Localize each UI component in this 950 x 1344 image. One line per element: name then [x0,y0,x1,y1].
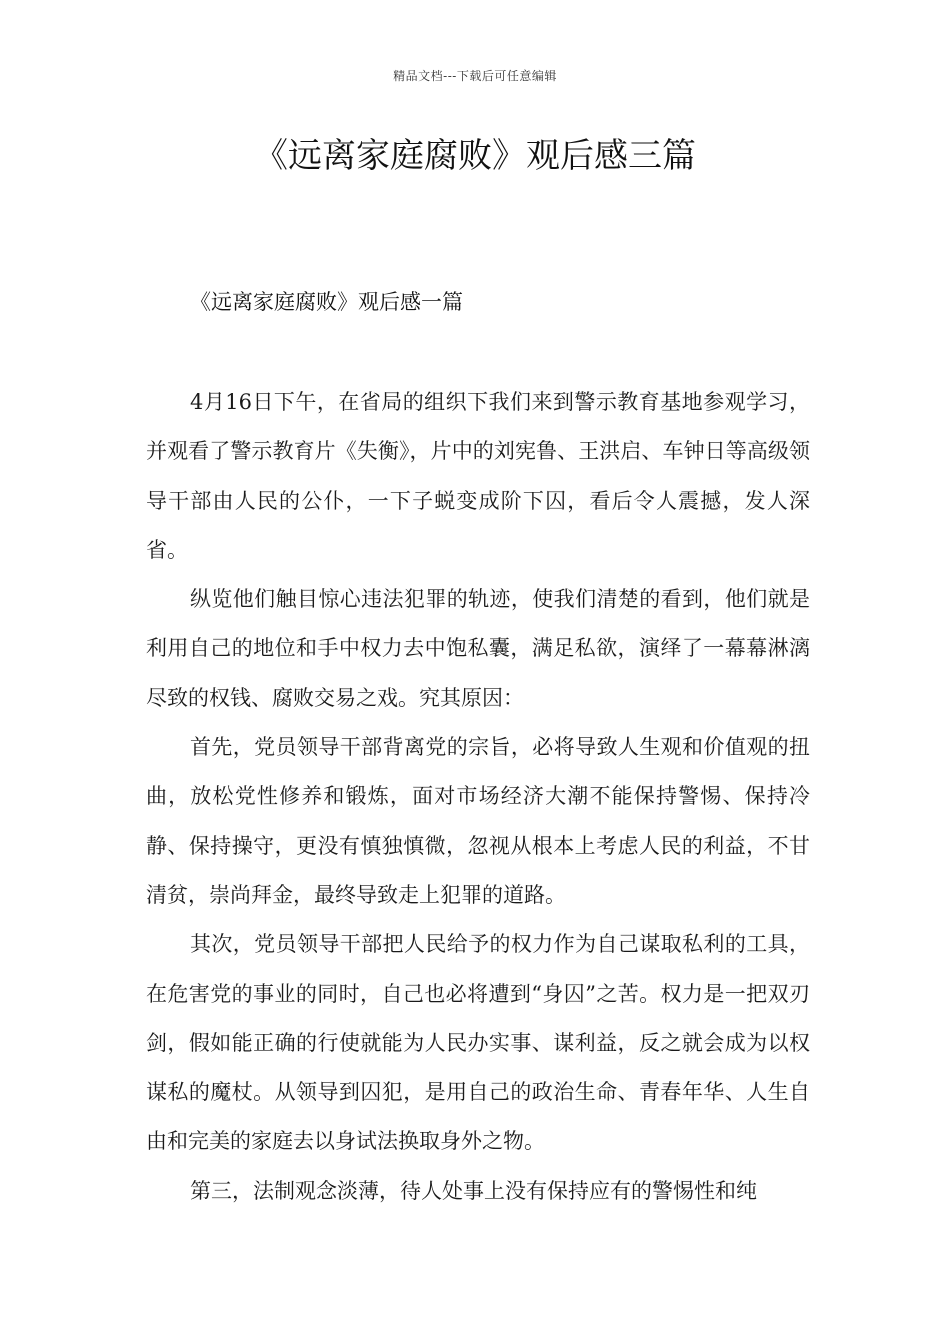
paragraph: 其次，党员领导干部把人民给予的权力作为自己谋取私利的工具，在危害党的事业的同时，自己也必将遭到“身囚”之苦。权力是一把双刃剑，假如能正确的行使就能为人民办实事、谋利益，反之就会成为以权谋私的魔杖。从领导到囚犯，是用自己的政治生命、青春年华、人生自由和完美的家庭去以身试法换取身外之物。 [146,932,810,1154]
paragraph: 纵览他们触目惊心违法犯罪的轨迹，使我们清楚的看到，他们就是利用自己的地位和手中权力去中饱私囊，满足私欲，演绎了一幕幕淋漓尽致的权钱、腐败交易之戏。究其原因： [146,587,810,710]
paragraph: 首先，党员领导干部背离党的宗旨，必将导致人生观和价值观的扭曲，放松党性修养和锻炼，面对市场经济大潮不能保持警惕、保持冷静、保持操守，更没有慎独慎微，忽视从根本上考虑人民的利益，不甘清贫，崇尚拜金，最终导致走上犯罪的道路。 [146,735,810,907]
body-text [146,378,810,1216]
document-title: 《远离家庭腐败》观后感三篇 [254,136,696,176]
page-header-note: 精品文档---下载后可任意编辑 [393,69,557,83]
section-heading: 《远离家庭腐败》观后感一篇 [190,290,463,314]
paragraph: 第三，法制观念淡薄，待人处事上没有保持应有的警惕性和纯 [190,1178,757,1203]
paragraph: 4月16日下午，在省局的组织下我们来到警示教育基地参观学习，并观看了警示教育片《失衡》，片中的刘宪鲁、王洪启、车钟日等高级领导干部由人民的公仆，一下子蜕变成阶下囚，看后令人震撼，发人深省。 [146,390,810,562]
